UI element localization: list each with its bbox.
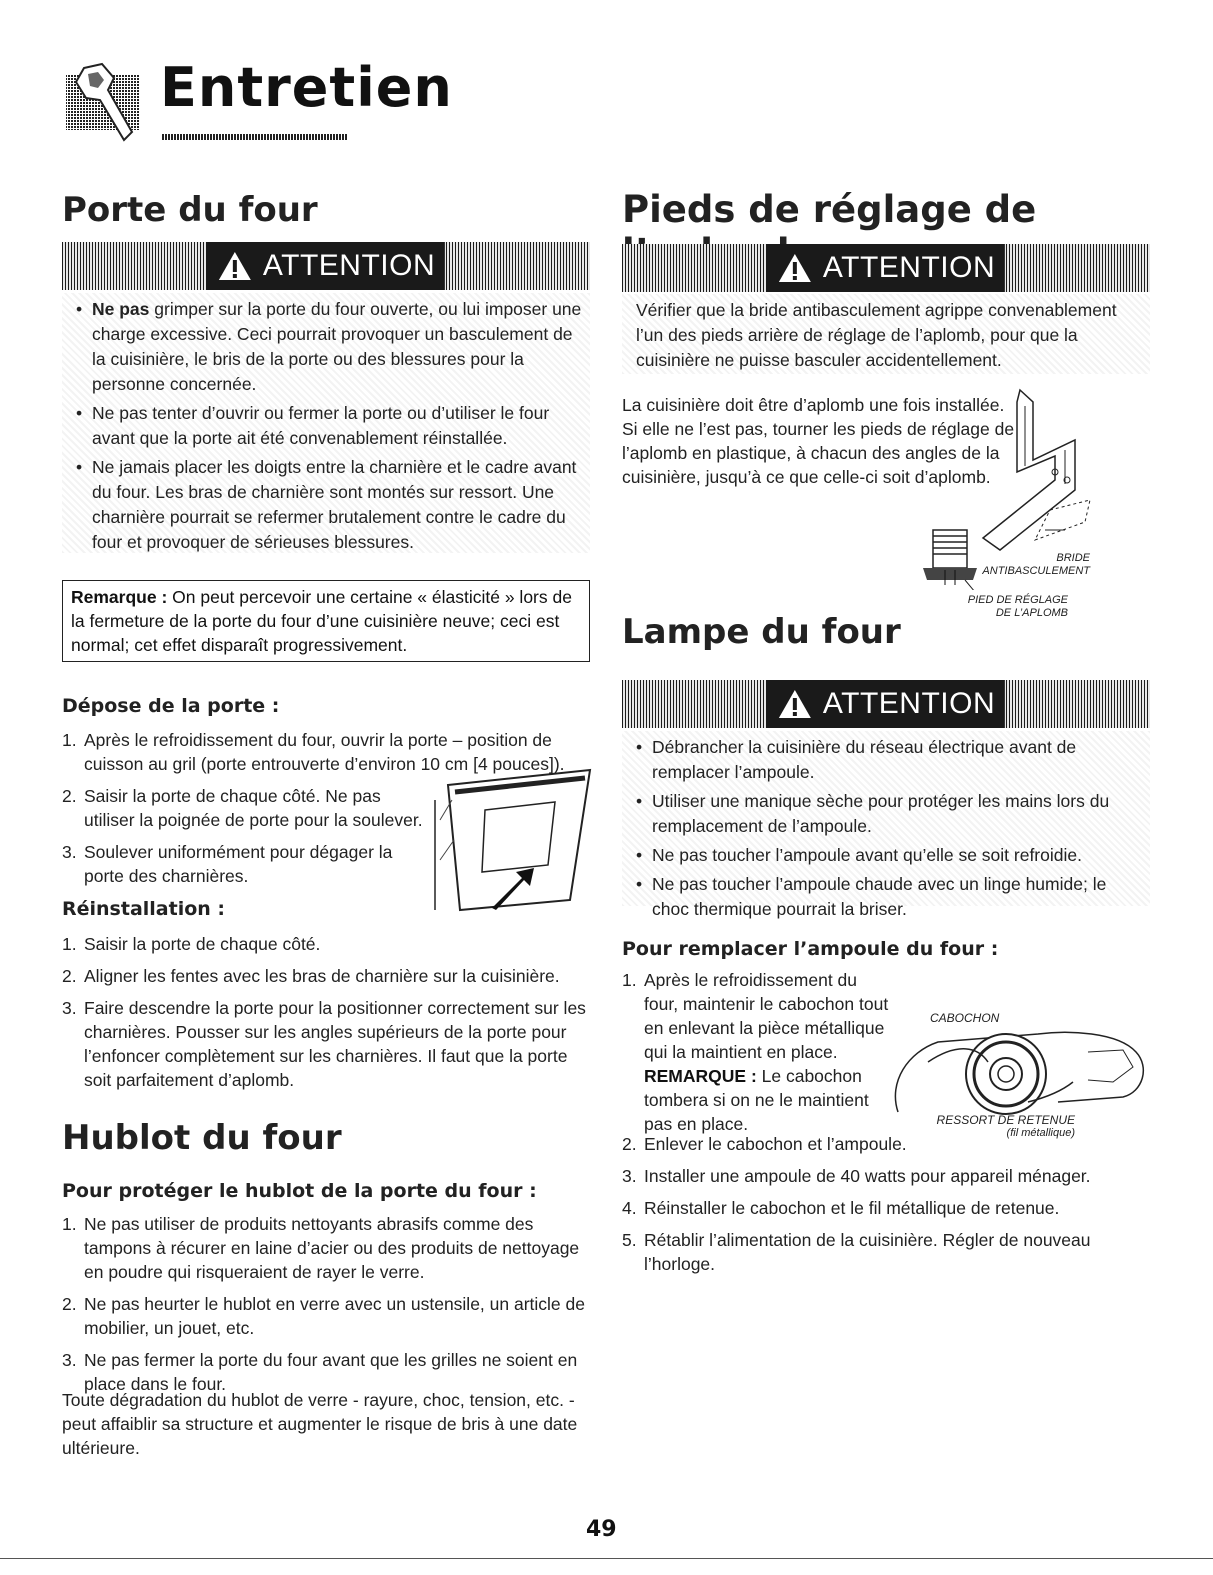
lamp-remark-label: REMARQUE : [644, 1066, 757, 1086]
list-item: 4. Réinstaller le cabochon et le fil métallique de retenue. [622, 1198, 1060, 1218]
warning-box-lamp [622, 731, 1150, 919]
warning-item: • Ne jamais placer les doigts entre la charnière et le cadre avant du four. Les bras de charnière sont montés sur ressort. Une charnière pourrait se refermer brutalement contre le cadre du four et provoquer de sérieuses blessures. [74, 455, 584, 555]
warning-text: grimper sur la porte du four ouverte, ou lui imposer une charge excessive. Ceci pourrait provoquer un basculement de la cuisinière, le bris de la porte ou des blessures pour la personne concernée. [92, 299, 582, 394]
warning-item: • Ne pas grimper sur la porte du four ouverte, ou lui imposer une charge excessive. Ceci pourrait provoquer un basculement de la cuisinière, le bris de la porte ou des blessures pour la personne concernée. [74, 297, 584, 397]
label-retaining-spring: RESSORT DE RETENUE (fil métallique) [936, 1113, 1075, 1139]
page-number: 49 [586, 1517, 617, 1542]
list-item: 1. Ne pas utiliser de produits nettoyants abrasifs comme des tampons à récurer en laine d’acier ou des produits de nettoyage en poudre qui risqueraient de rayer le verre. [62, 1214, 580, 1282]
subtitle-door-removal: Dépose de la porte : [62, 695, 280, 717]
bottom-rule [0, 1558, 1213, 1559]
reinstall-step-list [62, 932, 590, 1100]
warning-item: • Ne pas tenter d’ouvrir ou fermer la porte ou d’utiliser le four avant que la porte ait été convenablement réinstallée. [74, 401, 584, 451]
title-underline [162, 134, 347, 140]
label-anti-tip-bracket: BRIDE ANTIBASCULEMENT [982, 552, 1090, 577]
label-leveling-foot: PIED DE RÉGLAGE DE L’APLOMB [967, 594, 1068, 619]
warning-icon [777, 688, 813, 720]
warning-item: • Utiliser une manique sèche pour protéger les mains lors du remplacement de l’ampoule. [634, 789, 1144, 839]
attention-label: ATTENTION [822, 251, 996, 284]
list-item: 1. Après le refroidissement du four, ouvrir la porte – position de cuisson au gril (porte entrouverte d’environ 10 cm [4 pouces]). [62, 730, 565, 774]
subtitle-replace-bulb: Pour remplacer l’ampoule du four : [622, 938, 999, 960]
lamp-step-1: 1. Après le refroidissement du four, maintenir le cabochon tout en enlevant la pièce métallique qui la maintient en place. REMARQUE : Le cabochon tombera si on ne le maintient pas en place. [622, 970, 889, 1134]
subtitle-reinstall: Réinstallation : [62, 898, 226, 920]
list-item: 3. Ne pas fermer la porte du four avant que les grilles ne soient en place dans le four. [62, 1350, 578, 1394]
leveling-text: La cuisinière doit être d’aplomb une fois installée. Si elle ne l’est pas, tourner les pieds de réglage de l’aplomb en plastique, à chacun des angles de la cuisinière, jusqu’à ce que celle-ci soit d’aplomb. [622, 395, 1015, 487]
warning-box-leveling: Vérifier que la bride antibasculement agrippe convenablement l’un des pieds arrière de réglage de l’aplomb, pour que la cuisinière ne puisse basculer accidentellement. [622, 294, 1150, 374]
warning-icon [777, 252, 813, 284]
label-lamp-cover: CABOCHON [930, 1011, 1000, 1025]
subtitle-window-protect: Pour protéger le hublot de la porte du four : [62, 1180, 537, 1202]
remark-text: On peut percevoir une certaine « élasticité » lors de la fermeture de la porte du four d’une cuisinière neuve; ceci est normal; cet effet disparaît progressivement. [71, 587, 572, 655]
section-title-oven-lamp: Lampe du four [622, 612, 901, 652]
lamp-step-list [622, 1132, 1162, 1284]
list-item: 3. Faire descendre la porte pour la positionner correctement sur les charnières. Pousser sur les angles supérieurs de la porte pour l’enfoncer complètement sur les charnières. Il faut que la porte soit parfaitement d’aplomb. [62, 998, 586, 1090]
list-item: 3. Soulever uniformément pour dégager la porte des charnières. [62, 842, 393, 886]
lamp-cover-illustration [888, 1022, 1150, 1122]
attention-banner-leveling [622, 244, 1150, 292]
attention-banner-lamp [622, 680, 1150, 728]
window-step-list [62, 1212, 590, 1404]
warning-item: • Ne pas toucher l’ampoule avant qu’elle se soit refroidie. [634, 843, 1144, 868]
wrench-icon [62, 60, 150, 144]
warning-item: • Débrancher la cuisinière du réseau électrique avant de remplacer l’ampoule. [634, 735, 1144, 785]
warning-icon [217, 250, 253, 282]
attention-banner-door [62, 242, 590, 290]
list-item: 3. Installer une ampoule de 40 watts pour appareil ménager. [622, 1166, 1091, 1186]
warning-item: • Ne pas toucher l’ampoule chaude avec un linge humide; le choc thermique pourrait la briser. [634, 872, 1144, 922]
list-item: 2. Enlever le cabochon et l’ampoule. [622, 1134, 907, 1154]
list-item: 2. Aligner les fentes avec les bras de charnière sur la cuisinière. [62, 966, 560, 986]
section-title-leveling: Pieds de réglage de [622, 188, 1037, 231]
remark-box [62, 580, 590, 662]
warning-box-door [62, 293, 590, 553]
attention-label: ATTENTION [822, 687, 996, 720]
lamp-remark-text: Le cabochon tombera si on ne le maintient pas en place. [644, 1066, 869, 1134]
attention-label: ATTENTION [262, 249, 436, 282]
list-item: 2. Saisir la porte de chaque côté. Ne pas utiliser la poignée de porte pour la soulever. [62, 786, 423, 830]
page-title: Entretien [160, 56, 453, 119]
door-removal-illustration [430, 760, 595, 912]
list-item: 2. Ne pas heurter le hublot en verre avec un ustensile, un article de mobilier, un jouet, etc. [62, 1294, 585, 1338]
section-title-oven-door: Porte du four [62, 190, 318, 230]
remark-label: Remarque : [71, 587, 168, 607]
list-item: 5. Rétablir l’alimentation de la cuisinière. Régler de nouveau l’horloge. [622, 1230, 1091, 1274]
window-note: Toute dégradation du hublot de verre - rayure, choc, tension, etc. - peut affaiblir sa structure et augmenter le risque de bris à une date ultérieure. [62, 1390, 578, 1458]
section-title-oven-window: Hublot du four [62, 1118, 342, 1158]
list-item: 1. Saisir la porte de chaque côté. [62, 934, 321, 954]
